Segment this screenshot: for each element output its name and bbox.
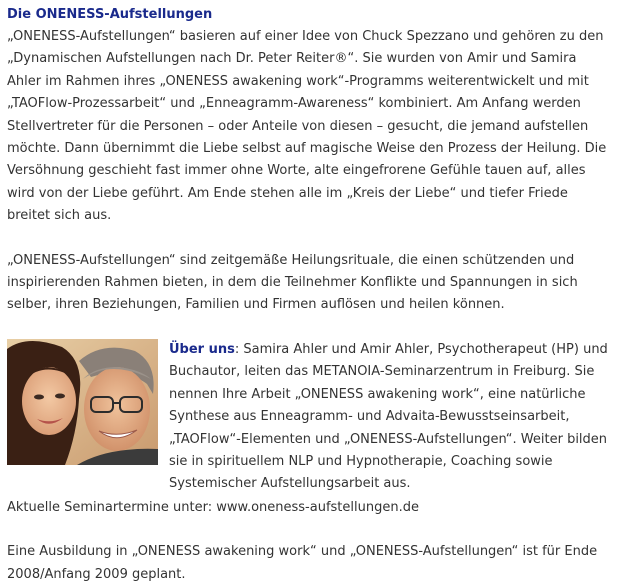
seminar-dates-line: Aktuelle Seminartermine unter: www.oneness-aufstellungen.de [7, 499, 419, 515]
intro-paragraph: „ONENESS-Aufstellungen“ basieren auf einer Idee von Chuck Spezzano und gehören zu den „Dynamischen Aufstellungen nach Dr. Peter Reiter®“. Sie wurden von Amir und Samira Ahler im Rahmen ihres „ONENESS awakening work“-Programms weiterentwickelt und mit „TAOFlow-Prozessarbeit“ und „Enneagramm-Awareness“ kombiniert. Am Anfang werden Stellvertreter für die Personen – oder Anteile von diesen – gesucht, die jemand aufstellen möchte. Dann übernimmt die Liebe selbst auf magische Weise den Prozess der Heilung. Die Versöhnung geschieht fast immer ohne Worte, alte eingefrorene Gefühle tauen auf, alles wird von der Liebe geführt. Am Ende stehen alle im „Kreis der Liebe“ und tiefer Friede breitet sich aus. [7, 29, 607, 224]
couple-photo [7, 339, 158, 465]
about-us-heading: Über uns [169, 341, 235, 357]
training-announcement: Eine Ausbildung in „ONENESS awakening work“ und „ONENESS-Aufstellungen“ ist für Ende 2008/Anfang 2009 geplant. [7, 544, 598, 582]
about-us-text [169, 339, 613, 496]
ritual-paragraph: „ONENESS-Aufstellungen“ sind zeitgemäße Heilungsrituale, die einen schützenden und inspirierenden Rahmen bieten, in dem die Teilnehmer Konflikte und Spannungen in sich selber, ihren Beziehungen, Familien und Firmen auflösen und heilen können. [7, 252, 578, 313]
about-us-body: : Samira Ahler und Amir Ahler, Psychotherapeut (HP) und Buchautor, leiten das METANOIA-Seminarzentrum in Freiburg. Sie nennen Ihre Arbeit „ONENESS awakening work“, eine natürliche Synthese aus Enneagramm- und Advaita-Bewusstseinsarbeit, „TAOFlow“-Elementen und „ONENESS-Aufstellungen“. Weiter bilden sie in spirituellem NLP und Hypnotherapie, Coaching sowie Systemischer Aufstellungsarbeit aus. [169, 341, 608, 492]
article [7, 4, 613, 586]
article-title: Die ONENESS-Aufstellungen [7, 7, 213, 22]
about-us-section [7, 339, 613, 492]
